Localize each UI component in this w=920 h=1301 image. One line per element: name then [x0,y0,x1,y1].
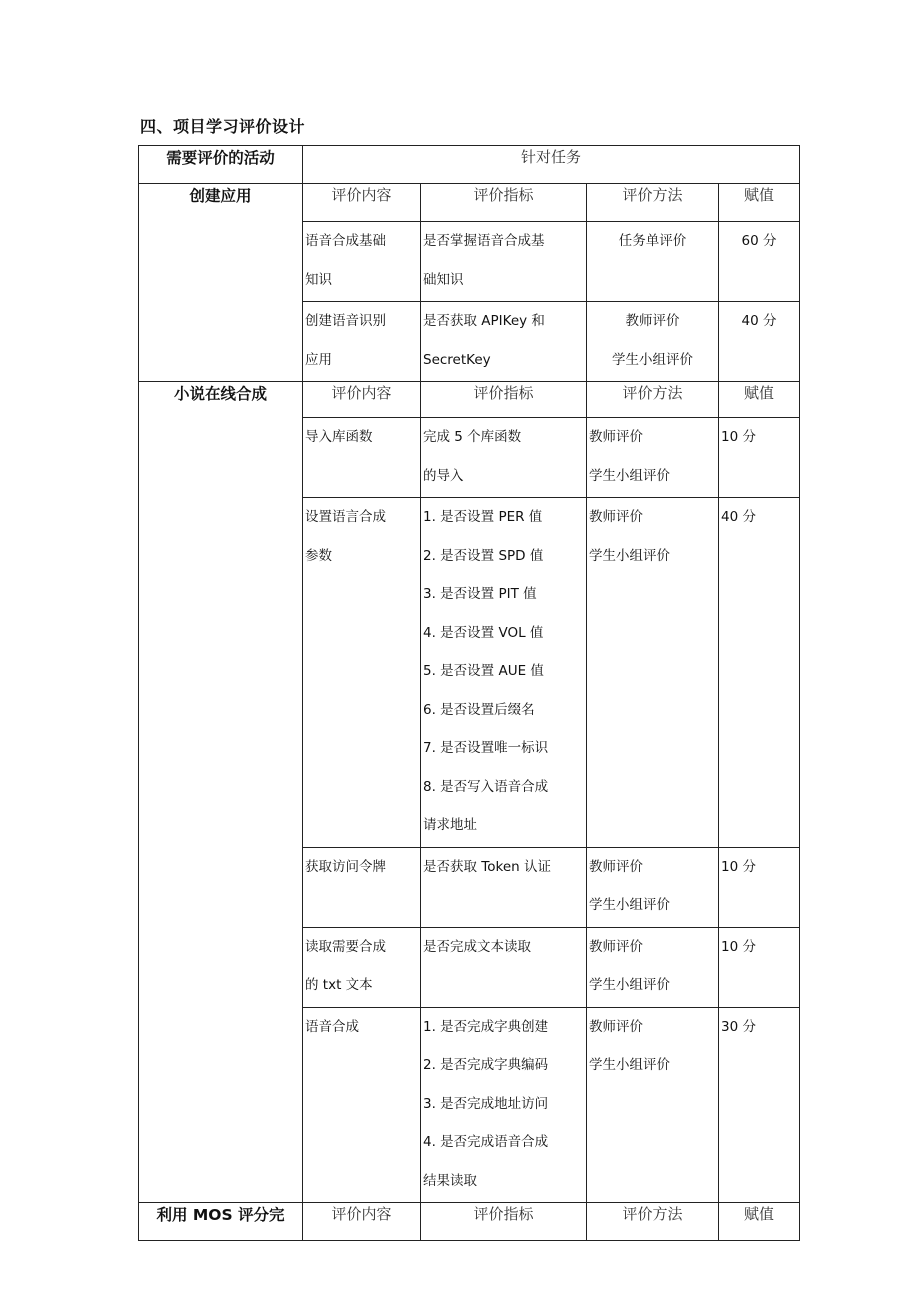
cell-line: 创建语音识别 [305,313,386,329]
method-cell [587,1007,719,1203]
sub-header-content: 评价内容 [303,1203,421,1241]
cell-line: 1. 是否设置 PER 值 [423,509,543,525]
cell-line: 2. 是否设置 SPD 值 [423,547,544,564]
sub-header-indicator: 评价指标 [421,382,587,418]
sub-header-method: 评价方法 [587,382,719,418]
sub-header-score: 赋值 [719,382,800,418]
method-cell [587,498,719,848]
method-cell [587,302,719,382]
sub-header-indicator: 评价指标 [421,1203,587,1241]
score-value: 30 分 [721,1018,756,1035]
activity-cell: 创建应用 [139,184,303,382]
indicator-cell [421,847,587,927]
score-value: 10 分 [721,938,756,955]
cell-line: 教师评价 [589,1018,643,1035]
indicator-cell [421,498,587,848]
content-cell [303,418,421,498]
cell-line: 是否获取 Token 认证 [423,858,551,875]
indicator-cell [421,927,587,1007]
indicator-cell [421,222,587,302]
cell-line: 教师评价 [589,509,643,525]
cell-line: 是否获取 APIKey 和 [423,313,545,329]
header-activity-cell: 需要评价的活动 [139,146,303,184]
score-value: 10 分 [721,429,756,445]
cell-line: 导入库函数 [305,429,373,445]
cell-line: 1. 是否完成字典创建 [423,1018,549,1035]
sub-header-row [139,184,800,222]
cell-line: 设置语言合成 [305,509,386,525]
cell-line: 6. 是否设置后缀名 [423,701,535,718]
cell-line: 学生小组评价 [589,467,670,484]
indicator-cell [421,1007,587,1203]
score-value: 60 分 [741,233,777,249]
cell-line: 学生小组评价 [612,351,693,368]
score-cell [719,302,800,382]
cell-line: 2. 是否完成字典编码 [423,1057,549,1073]
sub-header-method: 评价方法 [587,184,719,222]
cell-line: 3. 是否设置 PIT 值 [423,586,537,602]
cell-line: 的导入 [423,467,464,484]
method-cell [587,847,719,927]
indicator-cell [421,418,587,498]
score-value: 10 分 [721,858,756,875]
cell-line: 教师评价 [589,858,643,875]
content-cell [303,222,421,302]
cell-line: 结果读取 [423,1172,477,1189]
evaluation-table-body [139,146,800,1241]
cell-line: 是否掌握语音合成基 [423,233,545,249]
score-cell [719,847,800,927]
cell-line: 语音合成基础 [305,233,386,249]
cell-line: 7. 是否设置唯一标识 [423,740,549,756]
method-cell [587,222,719,302]
cell-line: 应用 [305,351,332,368]
sub-header-content: 评价内容 [303,184,421,222]
cell-line: 读取需要合成 [305,938,386,955]
indicator-cell [421,302,587,382]
sub-header-method: 评价方法 [587,1203,719,1241]
cell-line: 学生小组评价 [589,1057,670,1073]
activity-cell: 小说在线合成 [139,382,303,1203]
cell-line: 4. 是否设置 VOL 值 [423,624,544,641]
header-task-cell: 针对任务 [303,146,800,184]
cell-line: 8. 是否写入语音合成 [423,778,549,795]
cell-line: 知识 [305,271,332,288]
score-cell [719,222,800,302]
content-cell [303,498,421,848]
cell-line: 4. 是否完成语音合成 [423,1134,549,1150]
section-heading: 四、项目学习评价设计 [140,117,306,136]
cell-line: 任务单评价 [618,233,687,249]
cell-line: 3. 是否完成地址访问 [423,1095,549,1112]
cell-line: SecretKey [423,351,491,368]
cell-line: 语音合成 [305,1018,359,1035]
cell-line: 学生小组评价 [589,547,670,564]
score-cell [719,1007,800,1203]
method-cell [587,927,719,1007]
cell-line: 是否完成文本读取 [423,938,531,955]
score-cell [719,498,800,848]
content-cell [303,302,421,382]
sub-header-content: 评价内容 [303,382,421,418]
content-cell [303,847,421,927]
score-value: 40 分 [741,313,777,329]
score-cell [719,418,800,498]
content-cell [303,1007,421,1203]
cell-line: 学生小组评价 [589,977,670,993]
cell-line: 参数 [305,547,332,564]
cell-line: 教师评价 [589,429,643,445]
table-header-row [139,146,800,184]
cell-line: 获取访问令牌 [305,858,386,875]
sub-header-score: 赋值 [719,1203,800,1241]
cell-line: 完成 5 个库函数 [423,429,522,445]
cell-line: 的 txt 文本 [305,977,373,993]
evaluation-table [138,145,800,1241]
cell-line: 5. 是否设置 AUE 值 [423,663,544,679]
sub-header-row [139,1203,800,1241]
score-cell [719,927,800,1007]
content-cell [303,927,421,1007]
sub-header-row [139,382,800,418]
cell-line: 学生小组评价 [589,897,670,913]
cell-line: 教师评价 [589,938,643,955]
method-cell [587,418,719,498]
score-value: 40 分 [721,509,756,525]
cell-line: 请求地址 [423,817,477,833]
sub-header-score: 赋值 [719,184,800,222]
cell-line: 教师评价 [625,313,680,329]
cell-line: 础知识 [423,271,464,288]
sub-header-indicator: 评价指标 [421,184,587,222]
activity-cell: 利用 MOS 评分完 [139,1203,303,1241]
